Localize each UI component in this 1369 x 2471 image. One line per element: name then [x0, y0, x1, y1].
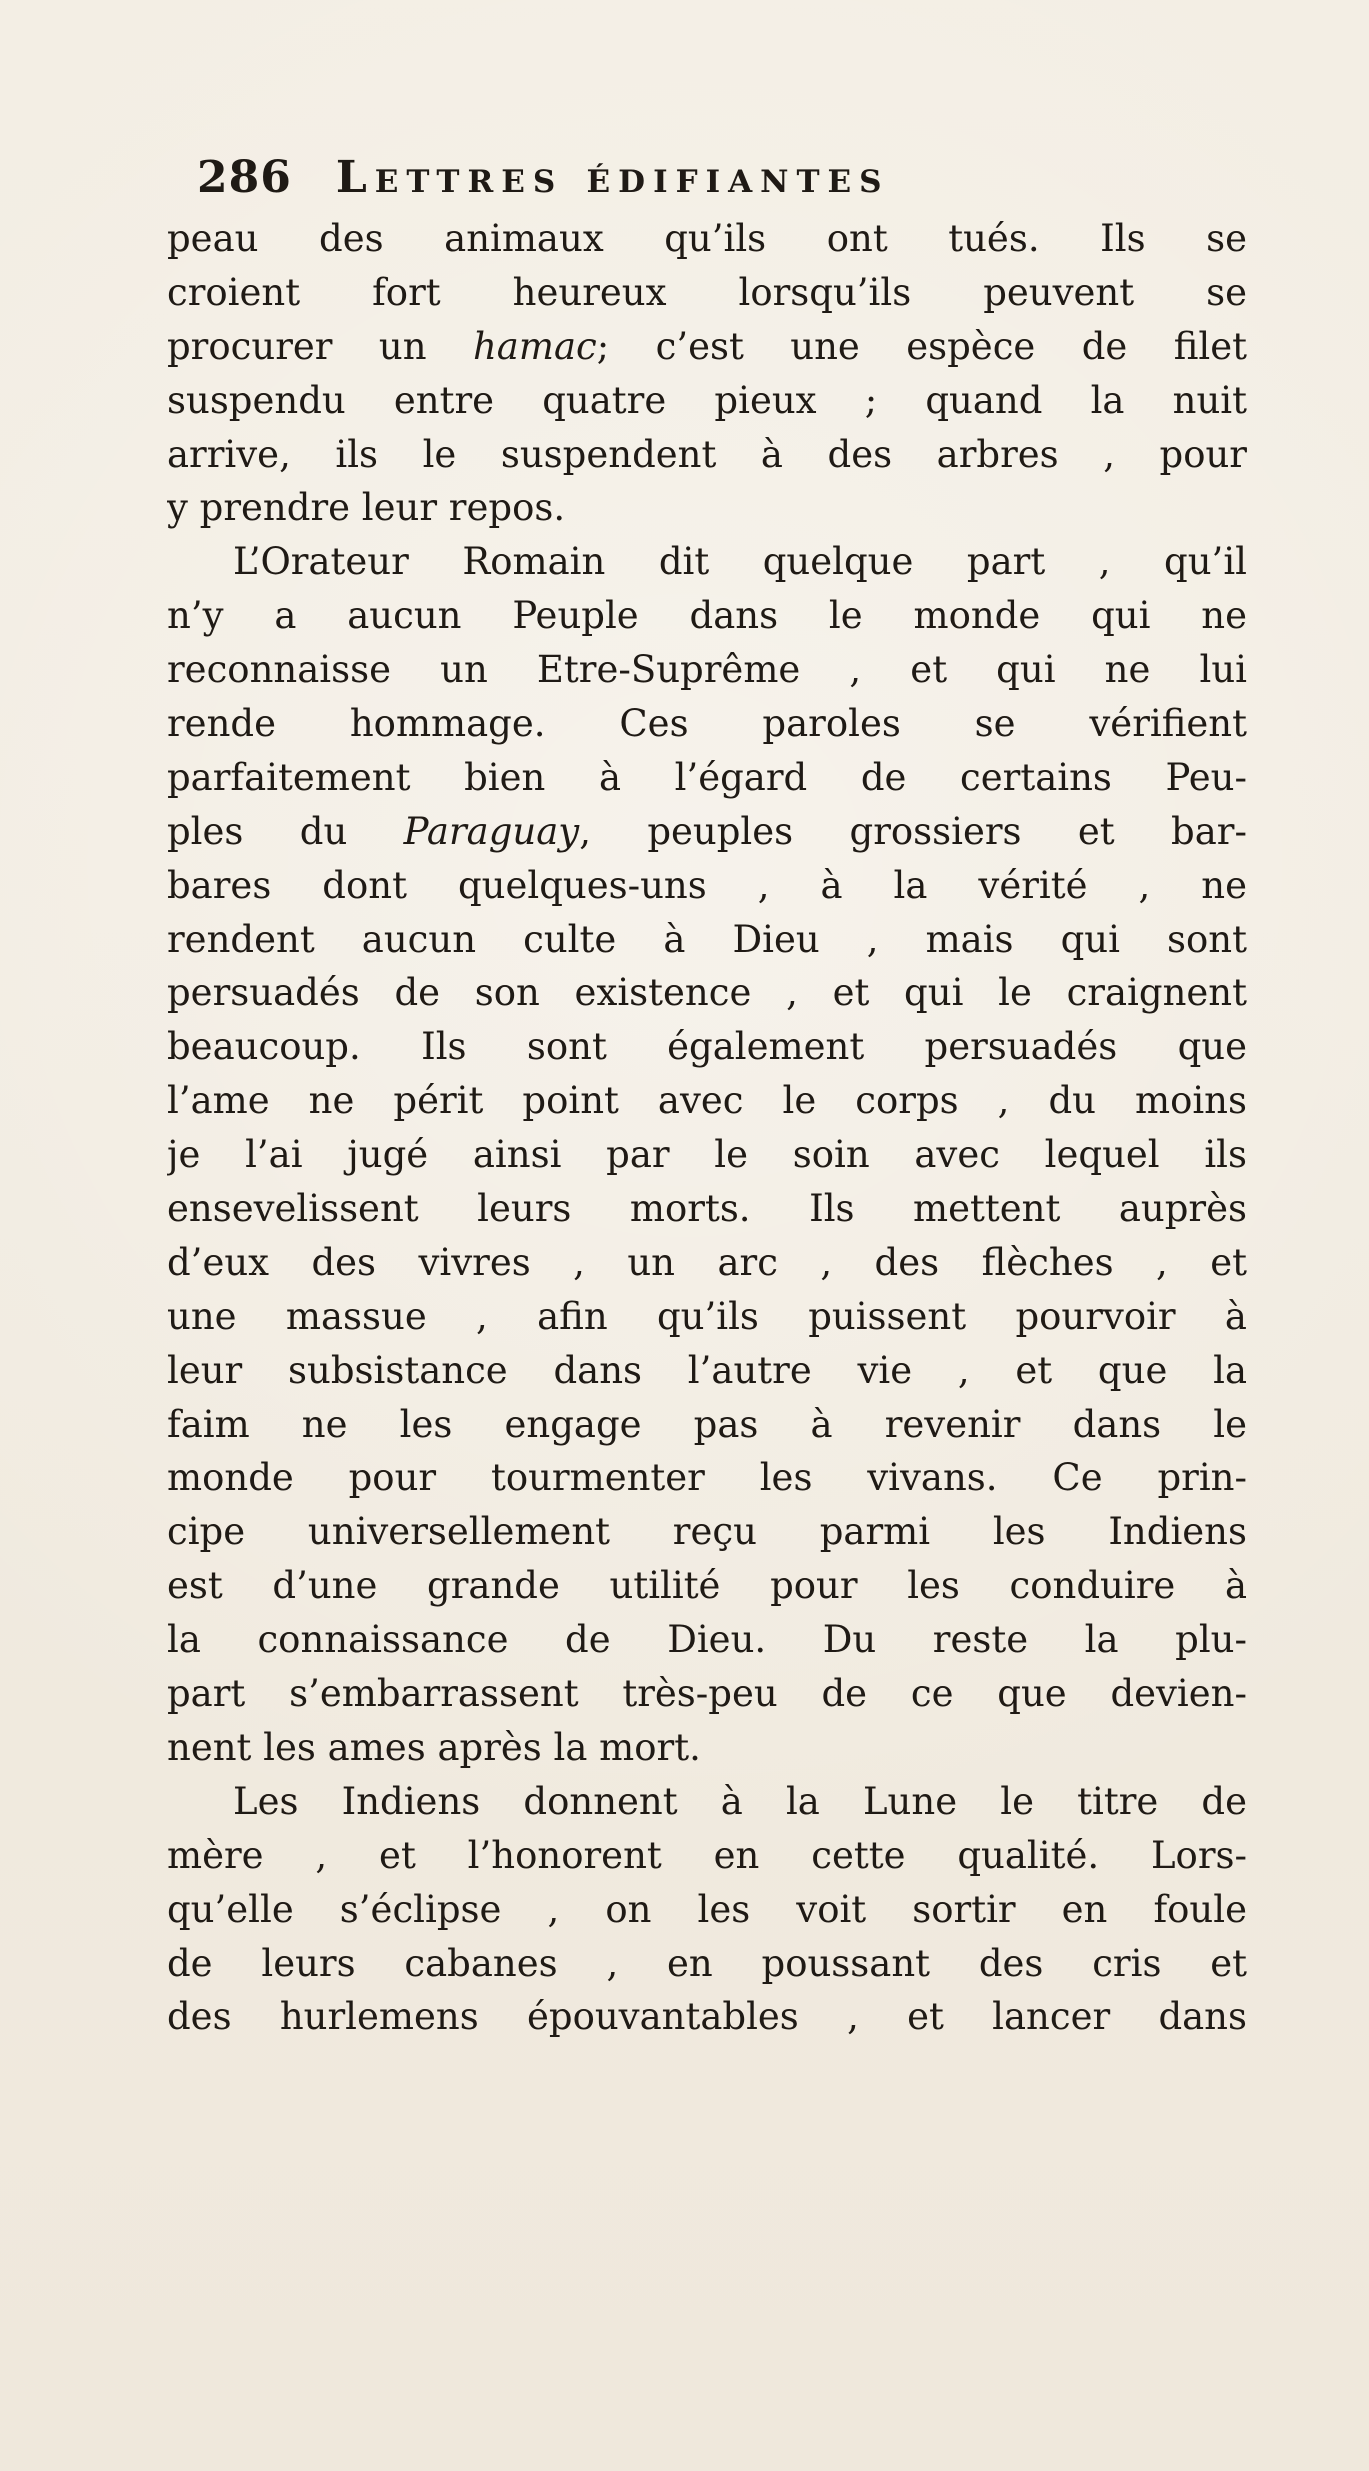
- text-line-22: leur subsistance dans l’autre vie , et que la: [167, 1348, 1247, 1392]
- running-header: [197, 152, 890, 212]
- text-line-20: d’eux des vivres , un arc , des flèches , et: [167, 1240, 1247, 1284]
- text-line-19: ensevelissent leurs morts. Ils mettent auprès: [167, 1187, 1247, 1231]
- text-line-17: l’ame ne périt point avec le corps , du moins: [167, 1079, 1247, 1123]
- text-line-29: nent les ames après la mort.: [167, 1725, 701, 1769]
- text-line-7: L’Orateur Romain dit quelque part , qu’il: [233, 540, 1247, 584]
- text-line-18: je l’ai jugé ainsi par le soin avec lequel ils: [167, 1133, 1247, 1177]
- text-line-30: Les Indiens donnent à la Lune le titre de: [233, 1779, 1247, 1823]
- text-line-25: cipe universellement reçu parmi les Indiens: [167, 1510, 1247, 1554]
- text-line-28: part s’embarrassent très-peu de ce que devien-: [167, 1672, 1247, 1716]
- text-line-6: y prendre leur repos.: [167, 486, 566, 530]
- text-line-32: qu’elle s’éclipse , on les voit sortir en foule: [167, 1887, 1247, 1931]
- text-line-2: croient fort heureux lorsqu’ils peuvent se: [167, 270, 1247, 314]
- text-line-15: persuadés de son existence , et qui le craignent: [167, 971, 1247, 1015]
- page-number: 286: [197, 152, 292, 203]
- text-line-4: suspendu entre quatre pieux ; quand la nuit: [167, 378, 1247, 422]
- text-line-3: procurer un hamac; c’est une espèce de filet: [167, 324, 1247, 368]
- text-line-26: est d’une grande utilité pour les conduire à: [167, 1564, 1247, 1608]
- text-line-23: faim ne les engage pas à revenir dans le: [167, 1402, 1247, 1446]
- text-line-31: mère , et l’honorent en cette qualité. Lors-: [167, 1833, 1247, 1877]
- text-line-5: arrive, ils le suspendent à des arbres , pour: [167, 432, 1247, 476]
- text-line-13: bares dont quelques-uns , à la vérité , ne: [167, 863, 1247, 907]
- text-line-9: reconnaisse un Etre-Suprême , et qui ne lui: [167, 648, 1247, 692]
- text-line-21: une massue , afin qu’ils puissent pourvoir à: [167, 1294, 1247, 1338]
- text-line-34: des hurlemens épouvantables , et lancer dans: [167, 1995, 1247, 2039]
- text-line-10: rende hommage. Ces paroles se vérifient: [167, 702, 1247, 746]
- text-line-24: monde pour tourmenter les vivans. Ce prin-: [167, 1456, 1247, 1500]
- text-line-14: rendent aucun culte à Dieu , mais qui sont: [167, 917, 1247, 961]
- body-text: [167, 212, 1247, 2044]
- paraguay-term: Paraguay: [403, 809, 580, 853]
- text-line-16: beaucoup. Ils sont également persuadés que: [167, 1025, 1247, 1069]
- text-line-8: n’y a aucun Peuple dans le monde qui ne: [167, 594, 1247, 638]
- text-line-33: de leurs cabanes , en poussant des cris et: [167, 1941, 1247, 1985]
- running-title: Lettres édifiantes: [335, 152, 890, 203]
- text-line-27: la connaissance de Dieu. Du reste la plu-: [167, 1618, 1247, 1662]
- text-line-11: parfaitement bien à l’égard de certains Peu-: [167, 755, 1247, 799]
- text-line-1: peau des animaux qu’ils ont tués. Ils se: [167, 217, 1247, 260]
- text-line-12: ples du Paraguay, peuples grossiers et bar-: [167, 809, 1247, 853]
- hamac-term: hamac: [472, 324, 597, 368]
